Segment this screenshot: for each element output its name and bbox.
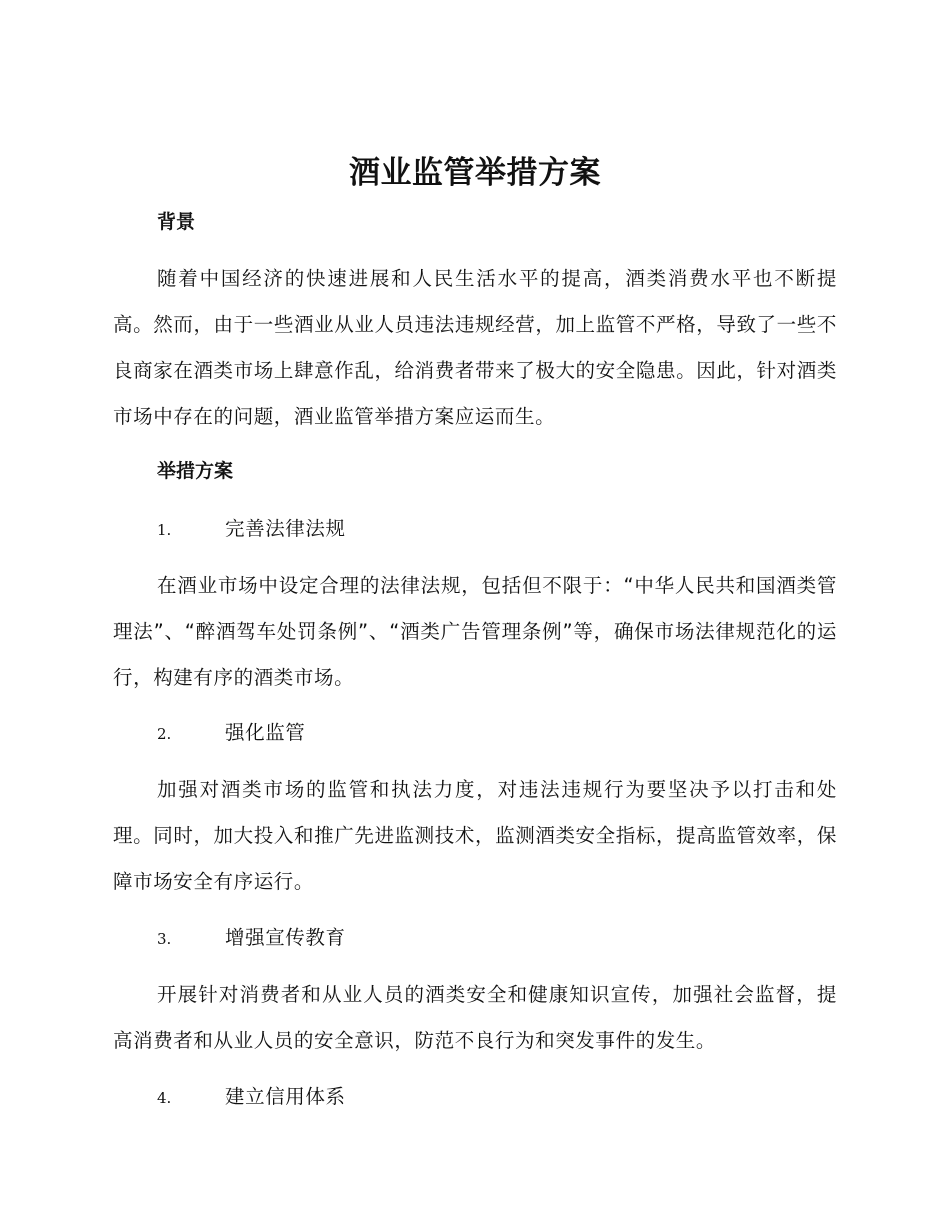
list-item-3 (157, 923, 346, 953)
list-number: 4. (157, 1089, 172, 1107)
list-item-1 (157, 514, 346, 544)
document-title: 酒业监管举措方案 (349, 155, 601, 191)
list-number: 1. (157, 521, 172, 539)
section-heading-measures: 举措方案 (157, 460, 234, 482)
list-number: 3. (157, 930, 172, 948)
list-label: 强化监管 (225, 721, 306, 744)
list-label: 增强宣传教育 (225, 926, 346, 949)
measure-1-paragraph: 在酒业市场中设定合理的法律法规，包括但不限于：“中华人民共和国酒类管理法”、“醉酒驾车处罚条例”、“酒类广告管理条例”等，确保市场法律规范化的运行，构建有序的酒类市场。 (113, 574, 837, 689)
list-item-4 (157, 1082, 346, 1112)
list-item-2 (157, 718, 305, 748)
section-heading-background: 背景 (157, 211, 196, 233)
list-label: 完善法律法规 (225, 517, 346, 540)
list-label: 建立信用体系 (225, 1085, 346, 1108)
measure-3-paragraph: 开展针对消费者和从业人员的酒类安全和健康知识宣传，加强社会监督，提高消费者和从业人员的安全意识，防范不良行为和突发事件的发生。 (113, 983, 837, 1052)
list-number: 2. (157, 725, 172, 743)
measure-2-paragraph: 加强对酒类市场的监管和执法力度，对违法违规行为要坚决予以打击和处理。同时，加大投入和推广先进监测技术，监测酒类安全指标，提高监管效率，保障市场安全有序运行。 (113, 778, 837, 893)
background-paragraph: 随着中国经济的快速进展和人民生活水平的提高，酒类消费水平也不断提高。然而，由于一些酒业从业人员违法违规经营，加上监管不严格，导致了一些不良商家在酒类市场上肆意作乱，给消费者带来了极大的安全隐患。因此，针对酒类市场中存在的问题，酒业监管举措方案应运而生。 (113, 267, 837, 428)
